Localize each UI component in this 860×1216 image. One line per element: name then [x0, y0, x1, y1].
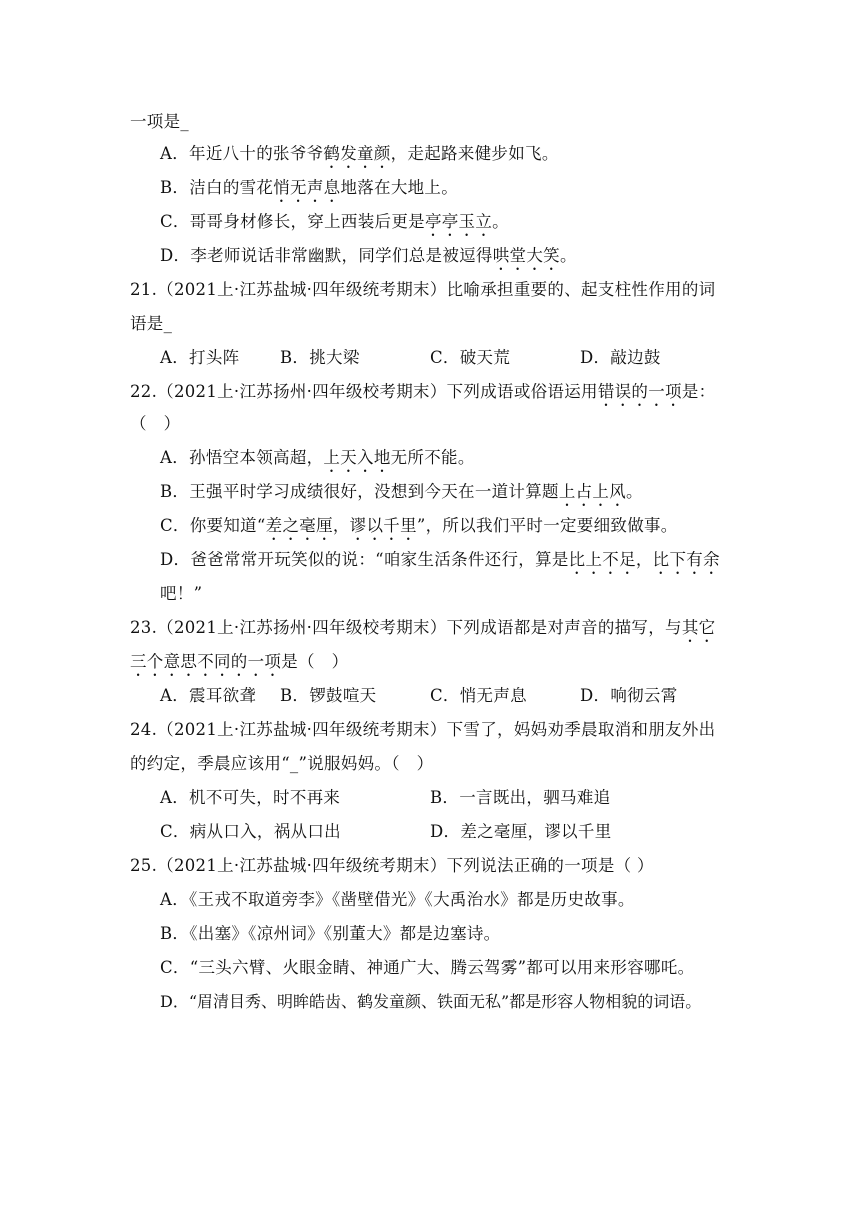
q21-stem: 21.（2021上·江苏盐城·四年级统考期末）比喻承担重要的、起支柱性作用的词 [130, 280, 716, 299]
blank: _ [163, 314, 173, 333]
emphasis: 鹤发童颜 [323, 144, 391, 163]
text: 。 [626, 482, 643, 501]
q22-option-b [160, 480, 643, 510]
option-c: C．悄无声息 [430, 686, 527, 705]
text: 是： [681, 382, 716, 401]
q25-option-c: C．“三头六臂、火眼金睛、神通广大、腾云驾雾”都可以用来形容哪吒。 [160, 958, 695, 977]
text: 一项是 [130, 112, 181, 131]
q22-option-d [160, 548, 720, 578]
emphasis: 上天入地 [323, 448, 391, 467]
q20-stem-tail [130, 110, 189, 134]
q22-stem [130, 380, 715, 410]
q24-options-row1 [160, 786, 700, 810]
text: ，走起路来健步如飞。 [390, 144, 559, 163]
text: C．你要知道“ [160, 516, 266, 535]
q21-options [160, 346, 720, 370]
q23-options [160, 684, 720, 708]
q22-option-a [160, 446, 475, 476]
option-d: D．敲边鼓 [580, 348, 661, 367]
q22-option-d-tail: 吧！” [160, 584, 203, 603]
emphasis: 差之毫厘，谬以千里 [265, 516, 417, 535]
q20-option-d [160, 244, 577, 274]
text: D．李老师说话非常幽默，同学们总是被逗得 [160, 246, 493, 265]
text: A．年近八十的张爷爷 [160, 144, 324, 163]
emphasis: 上占上风 [558, 482, 627, 501]
option-a: A．打头阵 [160, 348, 240, 367]
option-c: C．病从口入，祸从口出 [160, 822, 341, 841]
option-b: B．一言既出，驷马难追 [430, 788, 611, 807]
q21-stem-tail [130, 312, 172, 336]
text: 是（ ） [281, 652, 349, 671]
emphasis: 比上不足，比下有余 [568, 550, 720, 569]
q23-stem [130, 616, 715, 646]
option-a: A．震耳欲聋 [160, 686, 257, 705]
option-d: D．响彻云霄 [580, 686, 678, 705]
emphasis: 悄无声息 [273, 178, 341, 197]
emphasis: 三个意思不同的一项 [130, 652, 282, 671]
emphasis: 哄堂大笑 [492, 246, 560, 265]
q20-option-a [160, 142, 559, 172]
emphasis: 亭亭玉立 [424, 212, 493, 231]
text: D．爸爸常常开玩笑似的说：“咱家生活条件还行，算是 [160, 550, 569, 569]
text: 22.（2021上·江苏扬州·四年级校考期末）下列成语或俗语运用 [130, 382, 598, 401]
text: 语是 [130, 314, 164, 333]
q24-stem: 24.（2021上·江苏盐城·四年级统考期末）下雪了，妈妈劝季晨取消和朋友外出 [130, 720, 716, 739]
emphasis: 其它 [681, 618, 716, 637]
q24-stem-tail: 的约定，季晨应该用“_”说服妈妈。（ ） [130, 754, 434, 773]
blank: _ [180, 112, 189, 131]
option-b: B．锣鼓喧天 [280, 686, 377, 705]
option-c: C．破天荒 [430, 348, 511, 367]
q25-option-a: A．《王戎不取道旁李》《凿壁借光》《大禹治水》都是历史故事。 [160, 890, 635, 909]
text: ”，所以我们平时一定要细致做事。 [416, 516, 678, 535]
q23-stem-tail [130, 650, 348, 680]
option-d: D．差之毫厘，谬以千里 [430, 822, 612, 841]
q25-option-b: B．《出塞》《凉州词》《别董大》都是边塞诗。 [160, 924, 501, 943]
q20-option-c [160, 210, 509, 240]
q22-answer-paren: （ ） [130, 414, 181, 433]
text: C．哥哥身材修长，穿上西装后更是 [160, 212, 425, 231]
q25-stem: 25.（2021上·江苏盐城·四年级统考期末）下列说法正确的一项是（ ） [130, 856, 654, 875]
text: B．洁白的雪花 [160, 178, 274, 197]
text: B．王强平时学习成绩很好，没想到今天在一道计算题 [160, 482, 559, 501]
text: A．孙悟空本领高超， [160, 448, 324, 467]
text: 地落在大地上。 [340, 178, 459, 197]
q20-option-b [160, 176, 458, 206]
text: 无所不能。 [390, 448, 475, 467]
text: 。 [559, 246, 577, 265]
emphasis: 错误的一项 [597, 382, 682, 401]
q24-options-row2 [160, 820, 700, 844]
option-b: B．挑大梁 [280, 348, 360, 367]
option-a: A．机不可失，时不再来 [160, 788, 341, 807]
text: 。 [492, 212, 509, 231]
text: 23.（2021上·江苏扬州·四年级校考期末）下列成语都是对声音的描写，与 [130, 618, 682, 637]
q22-option-c [160, 514, 678, 544]
q25-option-d: D．“眉清目秀、明眸皓齿、鹤发童颜、铁面无私”都是形容人物相貌的词语。 [160, 992, 702, 1011]
